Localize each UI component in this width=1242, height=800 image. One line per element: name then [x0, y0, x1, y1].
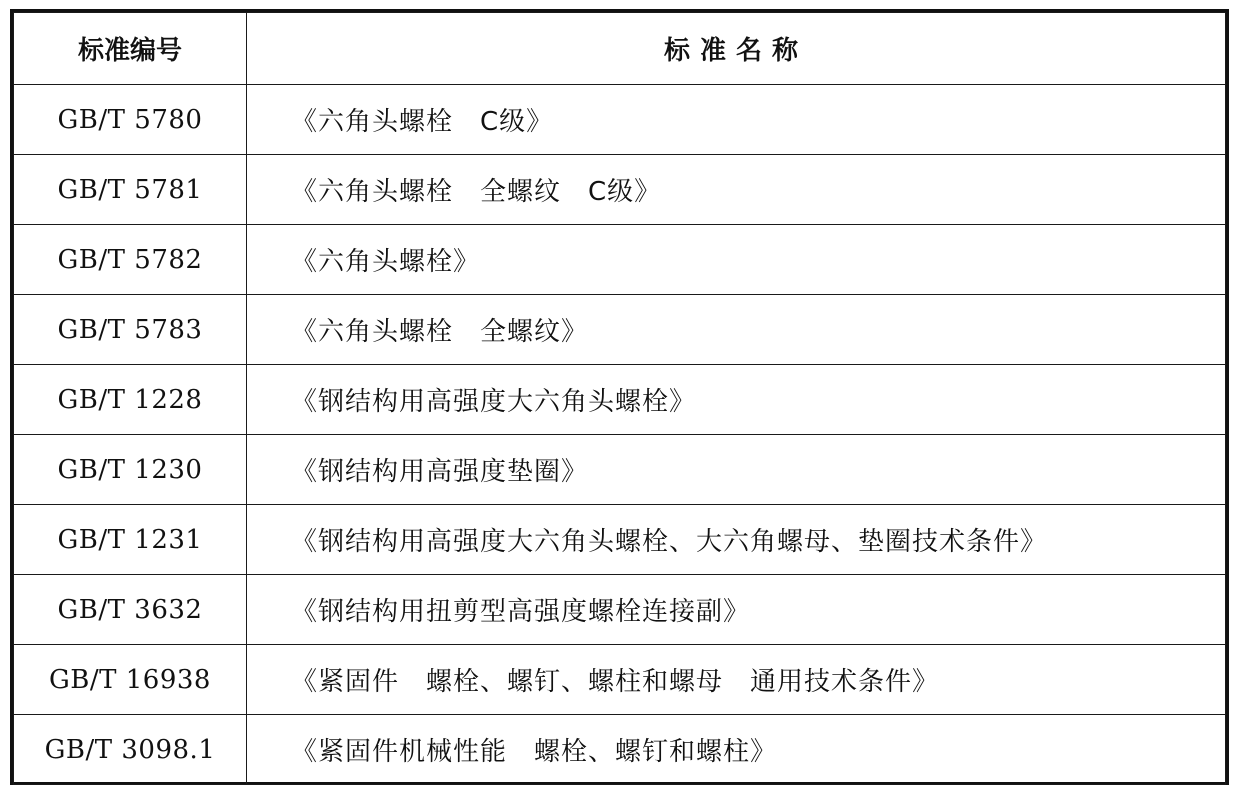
table-row	[14, 295, 1226, 365]
table-row	[14, 225, 1226, 295]
table-row	[14, 435, 1226, 505]
standard-number-cell: GB/T 16938	[14, 645, 247, 715]
standard-name-cell: 《六角头螺栓 C级》	[247, 85, 1226, 155]
table-row	[14, 575, 1226, 645]
table-header-row	[14, 13, 1226, 85]
standard-number-cell: GB/T 1230	[14, 435, 247, 505]
standards-table	[13, 12, 1226, 785]
standard-number-cell: GB/T 1228	[14, 365, 247, 435]
standard-name-cell: 《六角头螺栓 全螺纹》	[247, 295, 1226, 365]
standard-name-cell: 《紧固件 螺栓、螺钉、螺柱和螺母 通用技术条件》	[247, 645, 1226, 715]
table-row	[14, 645, 1226, 715]
standard-name-cell: 《紧固件机械性能 螺栓、螺钉和螺柱》	[247, 715, 1226, 785]
table-row	[14, 715, 1226, 785]
table-row	[14, 85, 1226, 155]
standard-number-cell: GB/T 3098.1	[14, 715, 247, 785]
standard-number-cell: GB/T 5780	[14, 85, 247, 155]
column-header-standard-name: 标准名称	[247, 13, 1226, 85]
standard-number-cell: GB/T 5782	[14, 225, 247, 295]
standard-number-cell: GB/T 5783	[14, 295, 247, 365]
standard-name-cell: 《六角头螺栓 全螺纹 C级》	[247, 155, 1226, 225]
standard-number-cell: GB/T 3632	[14, 575, 247, 645]
standard-name-cell: 《钢结构用高强度垫圈》	[247, 435, 1226, 505]
table-row	[14, 155, 1226, 225]
column-header-standard-number: 标准编号	[14, 13, 247, 85]
standard-number-cell: GB/T 5781	[14, 155, 247, 225]
table-row	[14, 505, 1226, 575]
standard-name-cell: 《六角头螺栓》	[247, 225, 1226, 295]
standard-number-cell: GB/T 1231	[14, 505, 247, 575]
standard-name-cell: 《钢结构用高强度大六角头螺栓》	[247, 365, 1226, 435]
standard-name-cell: 《钢结构用扭剪型高强度螺栓连接副》	[247, 575, 1226, 645]
standard-name-cell: 《钢结构用高强度大六角头螺栓、大六角螺母、垫圈技术条件》	[247, 505, 1226, 575]
standards-table-frame	[10, 9, 1229, 785]
table-row	[14, 365, 1226, 435]
